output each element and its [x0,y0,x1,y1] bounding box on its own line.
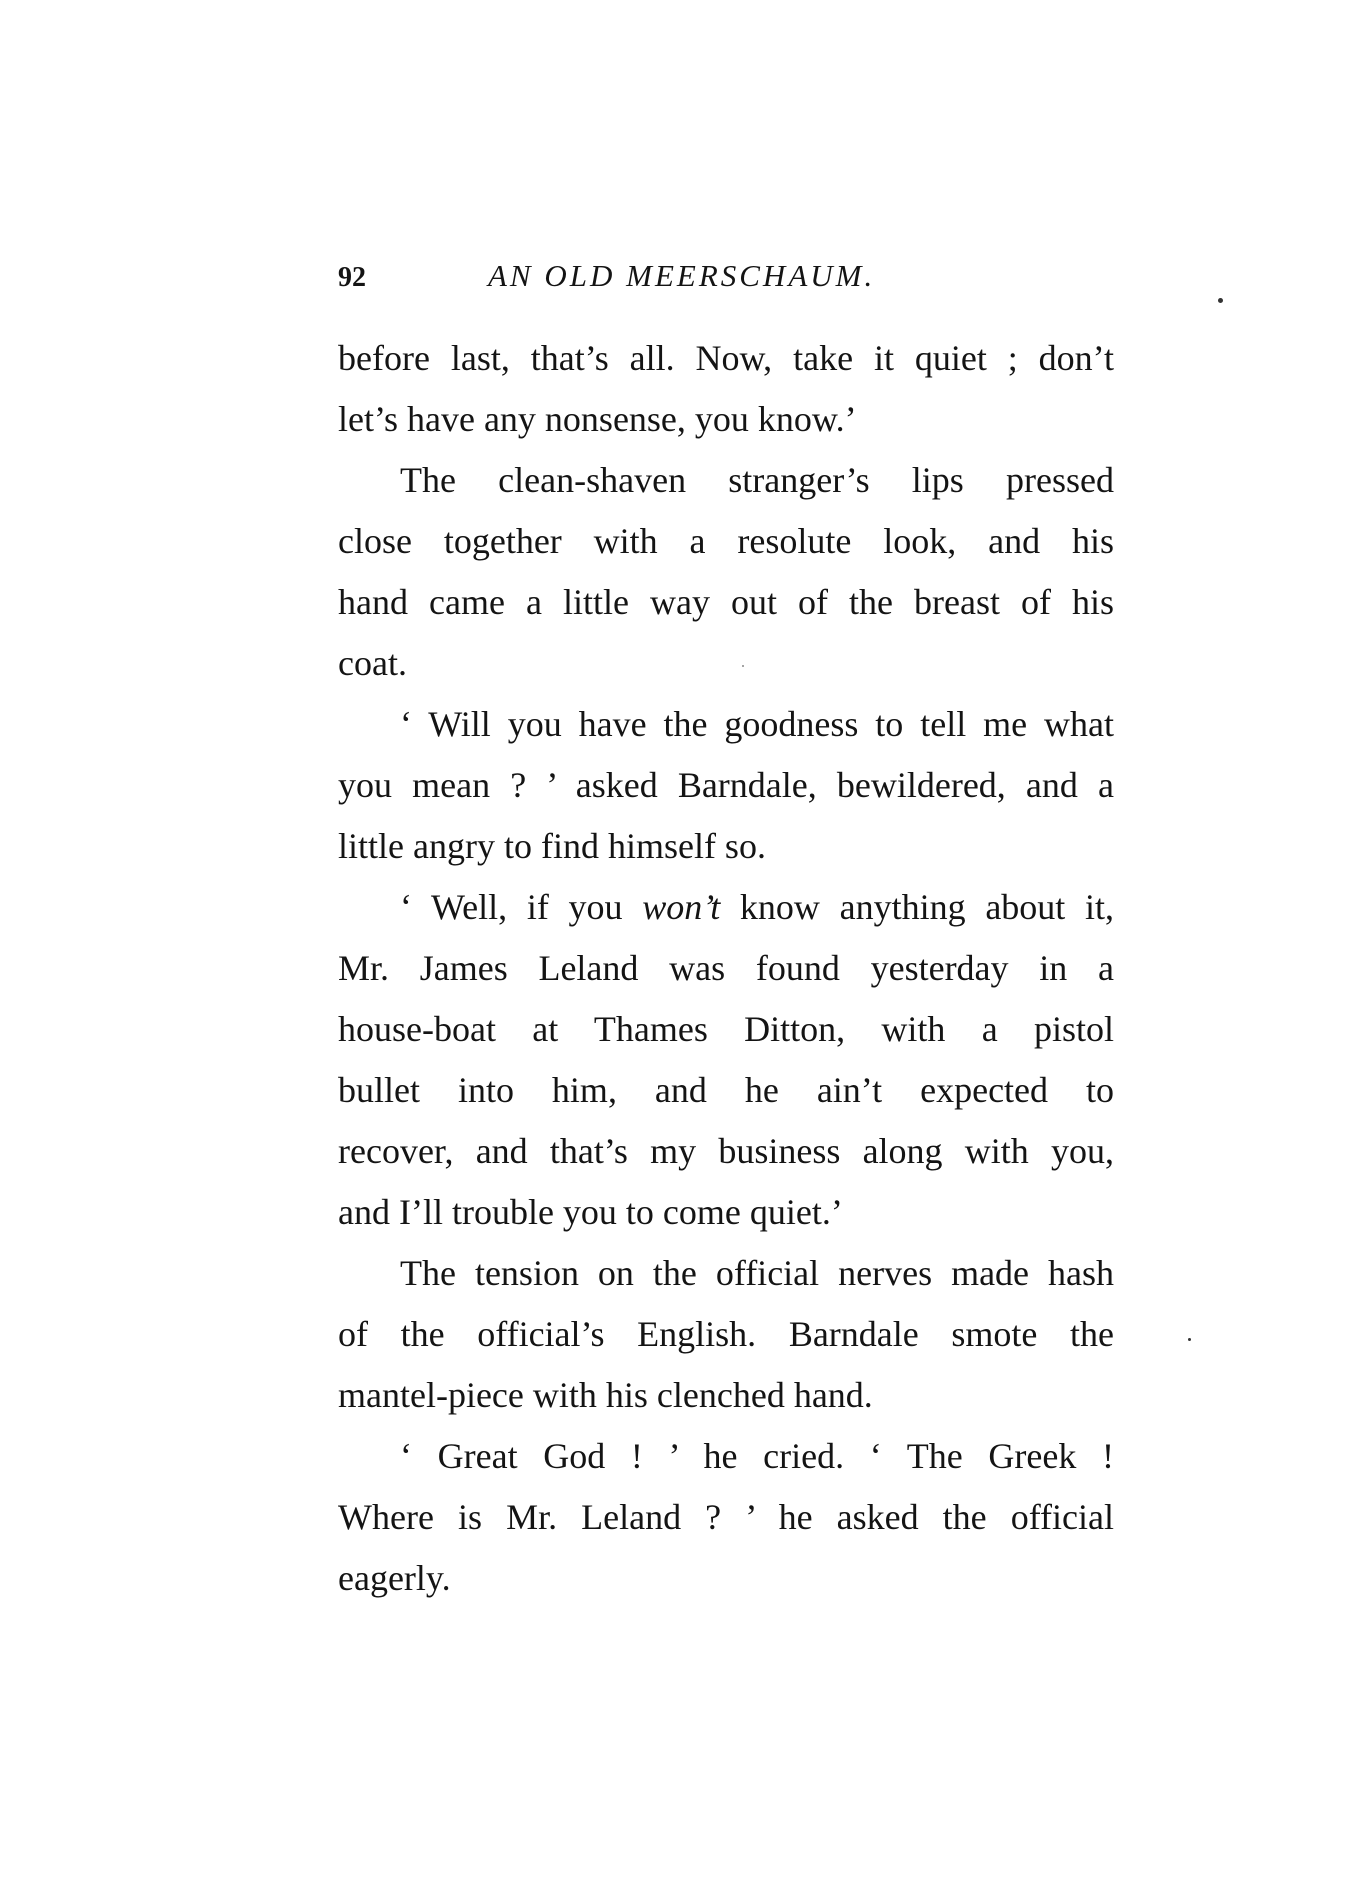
paragraph [338,1243,1114,1426]
text-line: mantel-piece with his clenched hand. [338,1375,873,1415]
paragraph [338,877,1114,1243]
page-number: 92 [338,262,366,293]
text-line: Where is Mr. Leland ? ’ he asked the official [338,1497,1114,1537]
text-line: The clean-shaven stranger’s lips pressed [400,460,1114,500]
print-speck [1218,298,1223,303]
text-line: house-boat at Thames Ditton, with a pistol [338,1009,1114,1049]
text-line: eagerly. [338,1558,451,1598]
paragraph [338,450,1114,694]
text-line: coat. [338,643,407,683]
text-segment: ‘ Well, if you [400,887,643,927]
print-speck [1188,1338,1191,1341]
emphasized-word: won’t [642,887,721,927]
text-segment: know anything about it, [720,887,1115,927]
running-title: AN OLD MEERSCHAUM. [488,258,876,293]
paragraph [338,694,1114,877]
text-line: and I’ll trouble you to come quiet.’ [338,1192,843,1232]
body-text [338,328,1114,1609]
print-speck [742,665,744,667]
text-line: of the official’s English. Barndale smote the [338,1314,1114,1354]
text-line: you mean ? ’ asked Barndale, bewildered, and a [338,765,1114,805]
page-header [338,258,1118,298]
text-line: before last, that’s all. Now, take it quiet ; don’t [338,338,1114,378]
paragraph [338,328,1114,450]
text-line: ‘ Will you have the goodness to tell me what [400,704,1114,744]
text-line: little angry to find himself so. [338,826,766,866]
text-line [338,877,1114,938]
paragraph [338,1426,1114,1609]
text-line: ‘ Great God ! ’ he cried. ‘ The Greek ! [400,1436,1114,1476]
text-line: hand came a little way out of the breast of his [338,582,1114,622]
text-line: let’s have any nonsense, you know.’ [338,399,857,439]
text-line: bullet into him, and he ain’t expected to [338,1070,1114,1110]
text-line: recover, and that’s my business along with you, [338,1131,1114,1171]
text-line: The tension on the official nerves made hash [400,1253,1114,1293]
text-line: close together with a resolute look, and his [338,521,1114,561]
text-line: Mr. James Leland was found yesterday in a [338,948,1114,988]
